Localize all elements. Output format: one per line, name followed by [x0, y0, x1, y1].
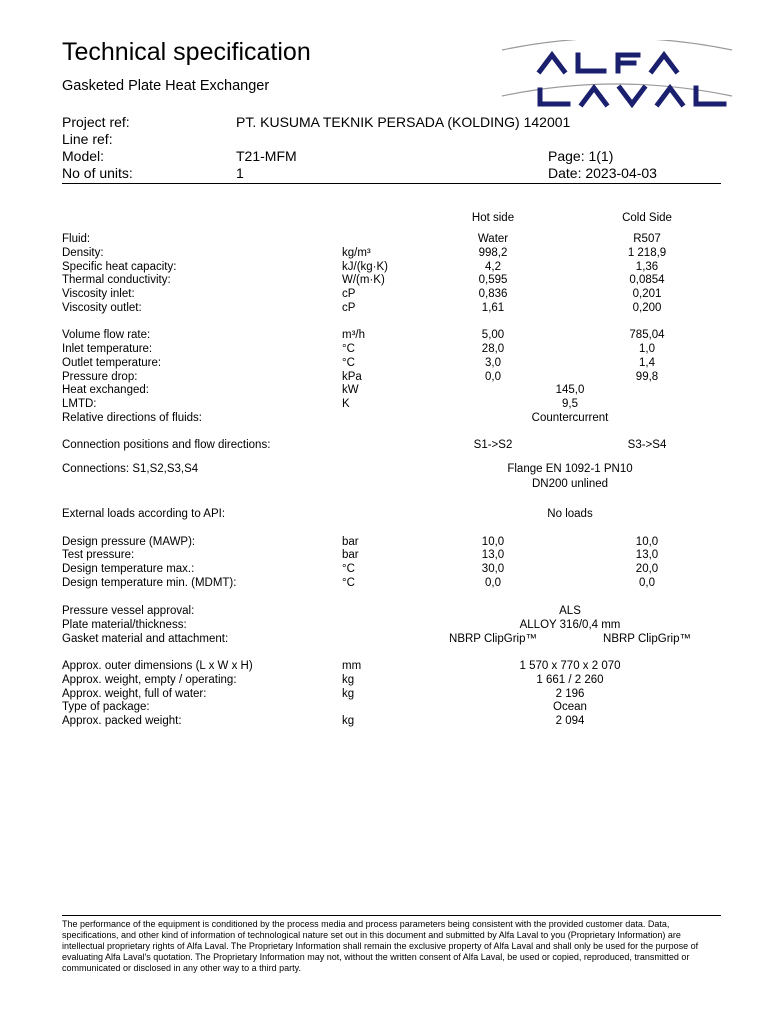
- footer-divider: [62, 915, 721, 916]
- spec-hot-cell: S1->S2: [473, 439, 513, 451]
- document-title: Technical specification: [62, 38, 311, 66]
- spec-label-cell: Test pressure:: [62, 549, 135, 561]
- spec-both-cell: No loads: [547, 508, 593, 520]
- project-ref-value: PT. KUSUMA TEKNIK PERSADA (KOLDING) 142001: [236, 114, 571, 130]
- spec-both-cell: Countercurrent: [531, 412, 609, 424]
- spec-hot-cell: NBRP ClipGrip™: [449, 633, 537, 645]
- spec-unit-cell: kJ/(kg·K): [342, 261, 388, 273]
- spec-cold-cell: 0,0854: [629, 274, 665, 286]
- spec-label-cell: Connection positions and flow directions:: [62, 439, 271, 451]
- spec-label-cell: Design pressure (MAWP):: [62, 536, 196, 548]
- spec-label-cell: Inlet temperature:: [62, 343, 153, 355]
- header-divider: [62, 183, 721, 184]
- spec-both-cell: 1 661 / 2 260: [536, 674, 604, 686]
- cold-side-header: Cold Side: [622, 212, 672, 224]
- spec-both-cell: 2 196: [555, 688, 585, 700]
- spec-label-cell: Approx. weight, full of water:: [62, 688, 207, 700]
- spec-both-cell: Ocean: [553, 701, 587, 713]
- spec-both-cell: ALS: [559, 605, 581, 617]
- line-ref-label: Line ref:: [62, 131, 113, 147]
- spec-unit-cell: cP: [342, 302, 356, 314]
- spec-hot-cell: 998,2: [478, 247, 508, 259]
- spec-unit-cell: m³/h: [342, 329, 365, 341]
- spec-hot-cell: Water: [477, 233, 509, 245]
- spec-label-cell: Specific heat capacity:: [62, 261, 177, 273]
- hot-side-header: Hot side: [471, 212, 515, 224]
- spec-unit-cell: kW: [342, 384, 359, 396]
- spec-hot-cell: 13,0: [481, 549, 505, 561]
- spec-hot-cell: 0,836: [478, 288, 508, 300]
- spec-label-cell: Gasket material and attachment:: [62, 633, 229, 645]
- spec-unit-cell: K: [342, 398, 350, 410]
- spec-unit-cell: kg: [342, 715, 355, 727]
- spec-hot-cell: 1,61: [481, 302, 505, 314]
- spec-unit-cell: kg/m³: [342, 247, 371, 259]
- spec-label-cell: Pressure drop:: [62, 371, 138, 383]
- model-label: Model:: [62, 148, 105, 164]
- spec-hot-cell: 3,0: [485, 357, 501, 369]
- spec-unit-cell: bar: [342, 549, 359, 561]
- spec-unit-cell: kg: [342, 688, 355, 700]
- spec-cold-cell: 1 218,9: [627, 247, 667, 259]
- page-number: Page: 1(1): [548, 148, 614, 164]
- spec-cold-cell: 1,0: [639, 343, 655, 355]
- spec-unit-cell: °C: [342, 563, 355, 575]
- spec-label-cell: Relative directions of fluids:: [62, 412, 202, 424]
- spec-unit-cell: mm: [342, 660, 362, 672]
- document-subtitle: Gasketed Plate Heat Exchanger: [62, 78, 270, 94]
- spec-cold-cell: 0,0: [639, 577, 655, 589]
- spec-unit-cell: W/(m·K): [342, 274, 385, 286]
- spec-label-cell: Design temperature min. (MDMT):: [62, 577, 237, 589]
- spec-label-cell: Outlet temperature:: [62, 357, 162, 369]
- spec-label-cell: Thermal conductivity:: [62, 274, 171, 286]
- spec-hot-cell: 0,0: [485, 371, 501, 383]
- spec-cold-cell: 13,0: [635, 549, 659, 561]
- spec-cold-cell: S3->S4: [627, 439, 667, 451]
- units-value: 1: [236, 165, 244, 181]
- spec-label-cell: Approx. weight, empty / operating:: [62, 674, 237, 686]
- model-value: T21-MFM: [236, 148, 297, 164]
- spec-label-cell: Plate material/thickness:: [62, 619, 187, 631]
- spec-unit-cell: °C: [342, 343, 355, 355]
- spec-label-cell: Viscosity inlet:: [62, 288, 135, 300]
- spec-label-cell: Approx. packed weight:: [62, 715, 182, 727]
- spec-label-cell: Volume flow rate:: [62, 329, 151, 341]
- document-date: Date: 2023-04-03: [548, 165, 657, 181]
- spec-label-cell: Pressure vessel approval:: [62, 605, 195, 617]
- spec-label-cell: External loads according to API:: [62, 508, 226, 520]
- spec-both-cell: 145,0: [555, 384, 585, 396]
- spec-cold-cell: 0,201: [632, 288, 662, 300]
- spec-both-cell: Flange EN 1092-1 PN10: [507, 463, 633, 475]
- spec-unit-cell: bar: [342, 536, 359, 548]
- spec-hot-cell: 10,0: [481, 536, 505, 548]
- spec-label-cell: Type of package:: [62, 701, 150, 713]
- spec-cold-cell: 1,36: [635, 261, 659, 273]
- spec-cold-cell: 99,8: [635, 371, 659, 383]
- spec-unit-cell: cP: [342, 288, 356, 300]
- spec-cold-cell: 10,0: [635, 536, 659, 548]
- spec-cold-cell: 785,04: [629, 329, 665, 341]
- spec-unit-cell: °C: [342, 577, 355, 589]
- spec-hot-cell: 0,595: [478, 274, 508, 286]
- spec-label-cell: Connections: S1,S2,S3,S4: [62, 463, 199, 475]
- spec-hot-cell: 4,2: [485, 261, 501, 273]
- spec-label-cell: Approx. outer dimensions (L x W x H): [62, 660, 253, 672]
- spec-both-cell: 1 570 x 770 x 2 070: [519, 660, 621, 672]
- spec-both-cell: ALLOY 316/0,4 mm: [519, 619, 621, 631]
- spec-unit-cell: °C: [342, 357, 355, 369]
- spec-hot-cell: 28,0: [481, 343, 505, 355]
- spec-hot-cell: 0,0: [485, 577, 501, 589]
- spec-both-cell: 2 094: [555, 715, 585, 727]
- units-label: No of units:: [62, 165, 133, 181]
- spec-both-cell: 9,5: [562, 398, 578, 410]
- alfa-laval-logo: [498, 40, 734, 108]
- spec-label-cell: Design temperature max.:: [62, 563, 195, 575]
- spec-cold-cell: 0,200: [632, 302, 662, 314]
- spec-label-cell: Density:: [62, 247, 104, 259]
- spec-unit-cell: kg: [342, 674, 355, 686]
- spec-label-cell: Viscosity outlet:: [62, 302, 142, 314]
- disclaimer-text: The performance of the equipment is conditioned by the process media and process parameters being consistent with the provided customer data. Data, specifications, and other kind of information of technological nature set out in this document and submitted by Alfa Laval to you (Proprietary Information) are intellectual proprietary rights of Alfa Laval. The Proprietary Information shall remain the exclusive property of Alfa Laval and shall only be used for the purpose of evaluating Alfa Laval's quotation. The Proprietary Information may not, without the written consent of Alfa Laval, be used or copied, reproduced, transmitted or communicated or disclosed in any other way to a third party.: [62, 919, 699, 973]
- spec-label-cell: LMTD:: [62, 398, 97, 410]
- spec-cold-cell: 1,4: [639, 357, 655, 369]
- spec-label-cell: Fluid:: [62, 233, 91, 245]
- spec-label-cell: Heat exchanged:: [62, 384, 149, 396]
- spec-hot-cell: 30,0: [481, 563, 505, 575]
- spec-both-cell: DN200 unlined: [531, 478, 609, 490]
- spec-cold-cell: NBRP ClipGrip™: [603, 633, 691, 645]
- spec-hot-cell: 5,00: [481, 329, 505, 341]
- project-ref-label: Project ref:: [62, 114, 130, 130]
- spec-cold-cell: 20,0: [635, 563, 659, 575]
- spec-cold-cell: R507: [633, 233, 661, 245]
- spec-unit-cell: kPa: [342, 371, 362, 383]
